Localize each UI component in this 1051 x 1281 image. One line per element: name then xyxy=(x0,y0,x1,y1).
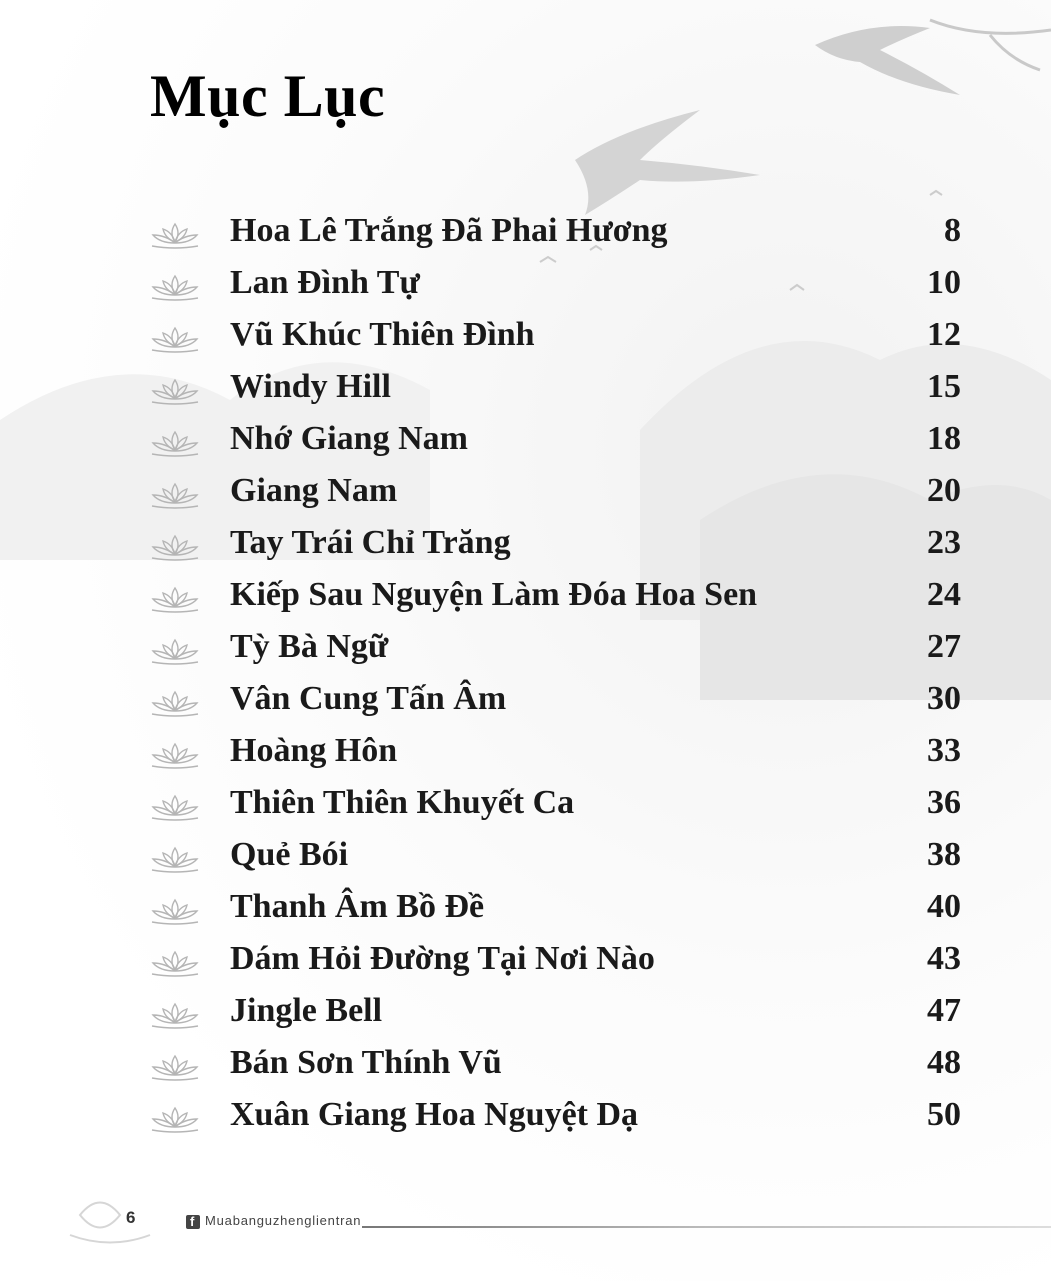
toc-entry-title: Vân Cung Tấn Âm xyxy=(230,680,507,717)
table-of-contents xyxy=(145,208,975,1144)
lotus-icon xyxy=(148,948,202,978)
toc-entry xyxy=(145,416,975,468)
toc-entry-title: Thanh Âm Bồ Đề xyxy=(230,888,485,925)
lotus-icon xyxy=(148,844,202,874)
toc-entry xyxy=(145,884,975,936)
toc-entry-title: Bán Sơn Thính Vũ xyxy=(230,1044,502,1081)
toc-entry-page: 36 xyxy=(927,784,961,821)
toc-entry-page: 12 xyxy=(927,316,961,353)
toc-entry-title: Vũ Khúc Thiên Đình xyxy=(230,316,535,353)
toc-entry-title: Hoàng Hôn xyxy=(230,732,398,769)
toc-entry-page: 20 xyxy=(927,472,961,509)
toc-entry xyxy=(145,936,975,988)
lotus-icon xyxy=(148,896,202,926)
lotus-icon xyxy=(148,220,202,250)
facebook-icon: f xyxy=(186,1215,200,1229)
page-title: Mục Lục xyxy=(150,63,386,129)
toc-entry xyxy=(145,468,975,520)
toc-entry-page: 18 xyxy=(927,420,961,457)
toc-entry xyxy=(145,208,975,260)
toc-entry xyxy=(145,988,975,1040)
toc-entry-title: Dám Hỏi Đường Tại Nơi Nào xyxy=(230,940,655,977)
toc-entry-page: 30 xyxy=(927,680,961,717)
lotus-icon xyxy=(148,740,202,770)
toc-entry xyxy=(145,1092,975,1144)
toc-entry-title: Kiếp Sau Nguyện Làm Đóa Hoa Sen xyxy=(230,576,758,613)
page-number: 6 xyxy=(126,1208,136,1227)
toc-entry xyxy=(145,624,975,676)
toc-entry xyxy=(145,260,975,312)
lotus-icon xyxy=(148,1104,202,1134)
toc-entry xyxy=(145,1040,975,1092)
toc-entry-page: 43 xyxy=(927,940,961,977)
lotus-icon xyxy=(148,792,202,822)
toc-entry-title: Windy Hill xyxy=(230,368,391,405)
toc-entry-page: 48 xyxy=(927,1044,961,1081)
lotus-icon xyxy=(148,428,202,458)
toc-entry xyxy=(145,832,975,884)
toc-entry xyxy=(145,728,975,780)
toc-entry-title: Hoa Lê Trắng Đã Phai Hương xyxy=(230,212,668,249)
toc-entry xyxy=(145,572,975,624)
lotus-icon xyxy=(148,1052,202,1082)
lotus-icon xyxy=(148,272,202,302)
toc-entry-title: Jingle Bell xyxy=(230,992,383,1029)
lotus-icon xyxy=(148,688,202,718)
toc-entry-title: Quẻ Bói xyxy=(230,836,349,873)
toc-entry xyxy=(145,312,975,364)
toc-entry xyxy=(145,364,975,416)
toc-entry-page: 15 xyxy=(927,368,961,405)
toc-entry-title: Nhớ Giang Nam xyxy=(230,420,468,457)
toc-entry-page: 10 xyxy=(927,264,961,301)
lotus-icon xyxy=(148,532,202,562)
toc-entry-page: 27 xyxy=(927,628,961,665)
toc-entry-page: 33 xyxy=(927,732,961,769)
toc-entry-title: Tỳ Bà Ngữ xyxy=(230,628,389,665)
toc-entry xyxy=(145,520,975,572)
toc-entry-page: 23 xyxy=(927,524,961,561)
toc-entry-page: 24 xyxy=(927,576,961,613)
facebook-handle: Muabanguzhenglientran xyxy=(205,1213,362,1228)
toc-entry-title: Xuân Giang Hoa Nguyệt Dạ xyxy=(230,1096,639,1133)
toc-entry-page: 47 xyxy=(927,992,961,1029)
lotus-icon xyxy=(148,480,202,510)
footer-divider xyxy=(362,1226,1051,1228)
toc-entry-title: Giang Nam xyxy=(230,472,398,509)
lotus-icon xyxy=(148,1000,202,1030)
toc-entry-page: 50 xyxy=(927,1096,961,1133)
toc-entry-title: Thiên Thiên Khuyết Ca xyxy=(230,784,575,821)
toc-entry-page: 40 xyxy=(927,888,961,925)
toc-entry-title: Lan Đình Tự xyxy=(230,264,420,301)
toc-entry-page: 38 xyxy=(927,836,961,873)
lotus-icon xyxy=(148,584,202,614)
lotus-icon xyxy=(148,636,202,666)
lotus-icon xyxy=(148,324,202,354)
lotus-icon xyxy=(148,376,202,406)
toc-entry xyxy=(145,780,975,832)
toc-entry-title: Tay Trái Chỉ Trăng xyxy=(230,524,511,561)
toc-entry-page: 8 xyxy=(944,212,961,249)
toc-entry xyxy=(145,676,975,728)
